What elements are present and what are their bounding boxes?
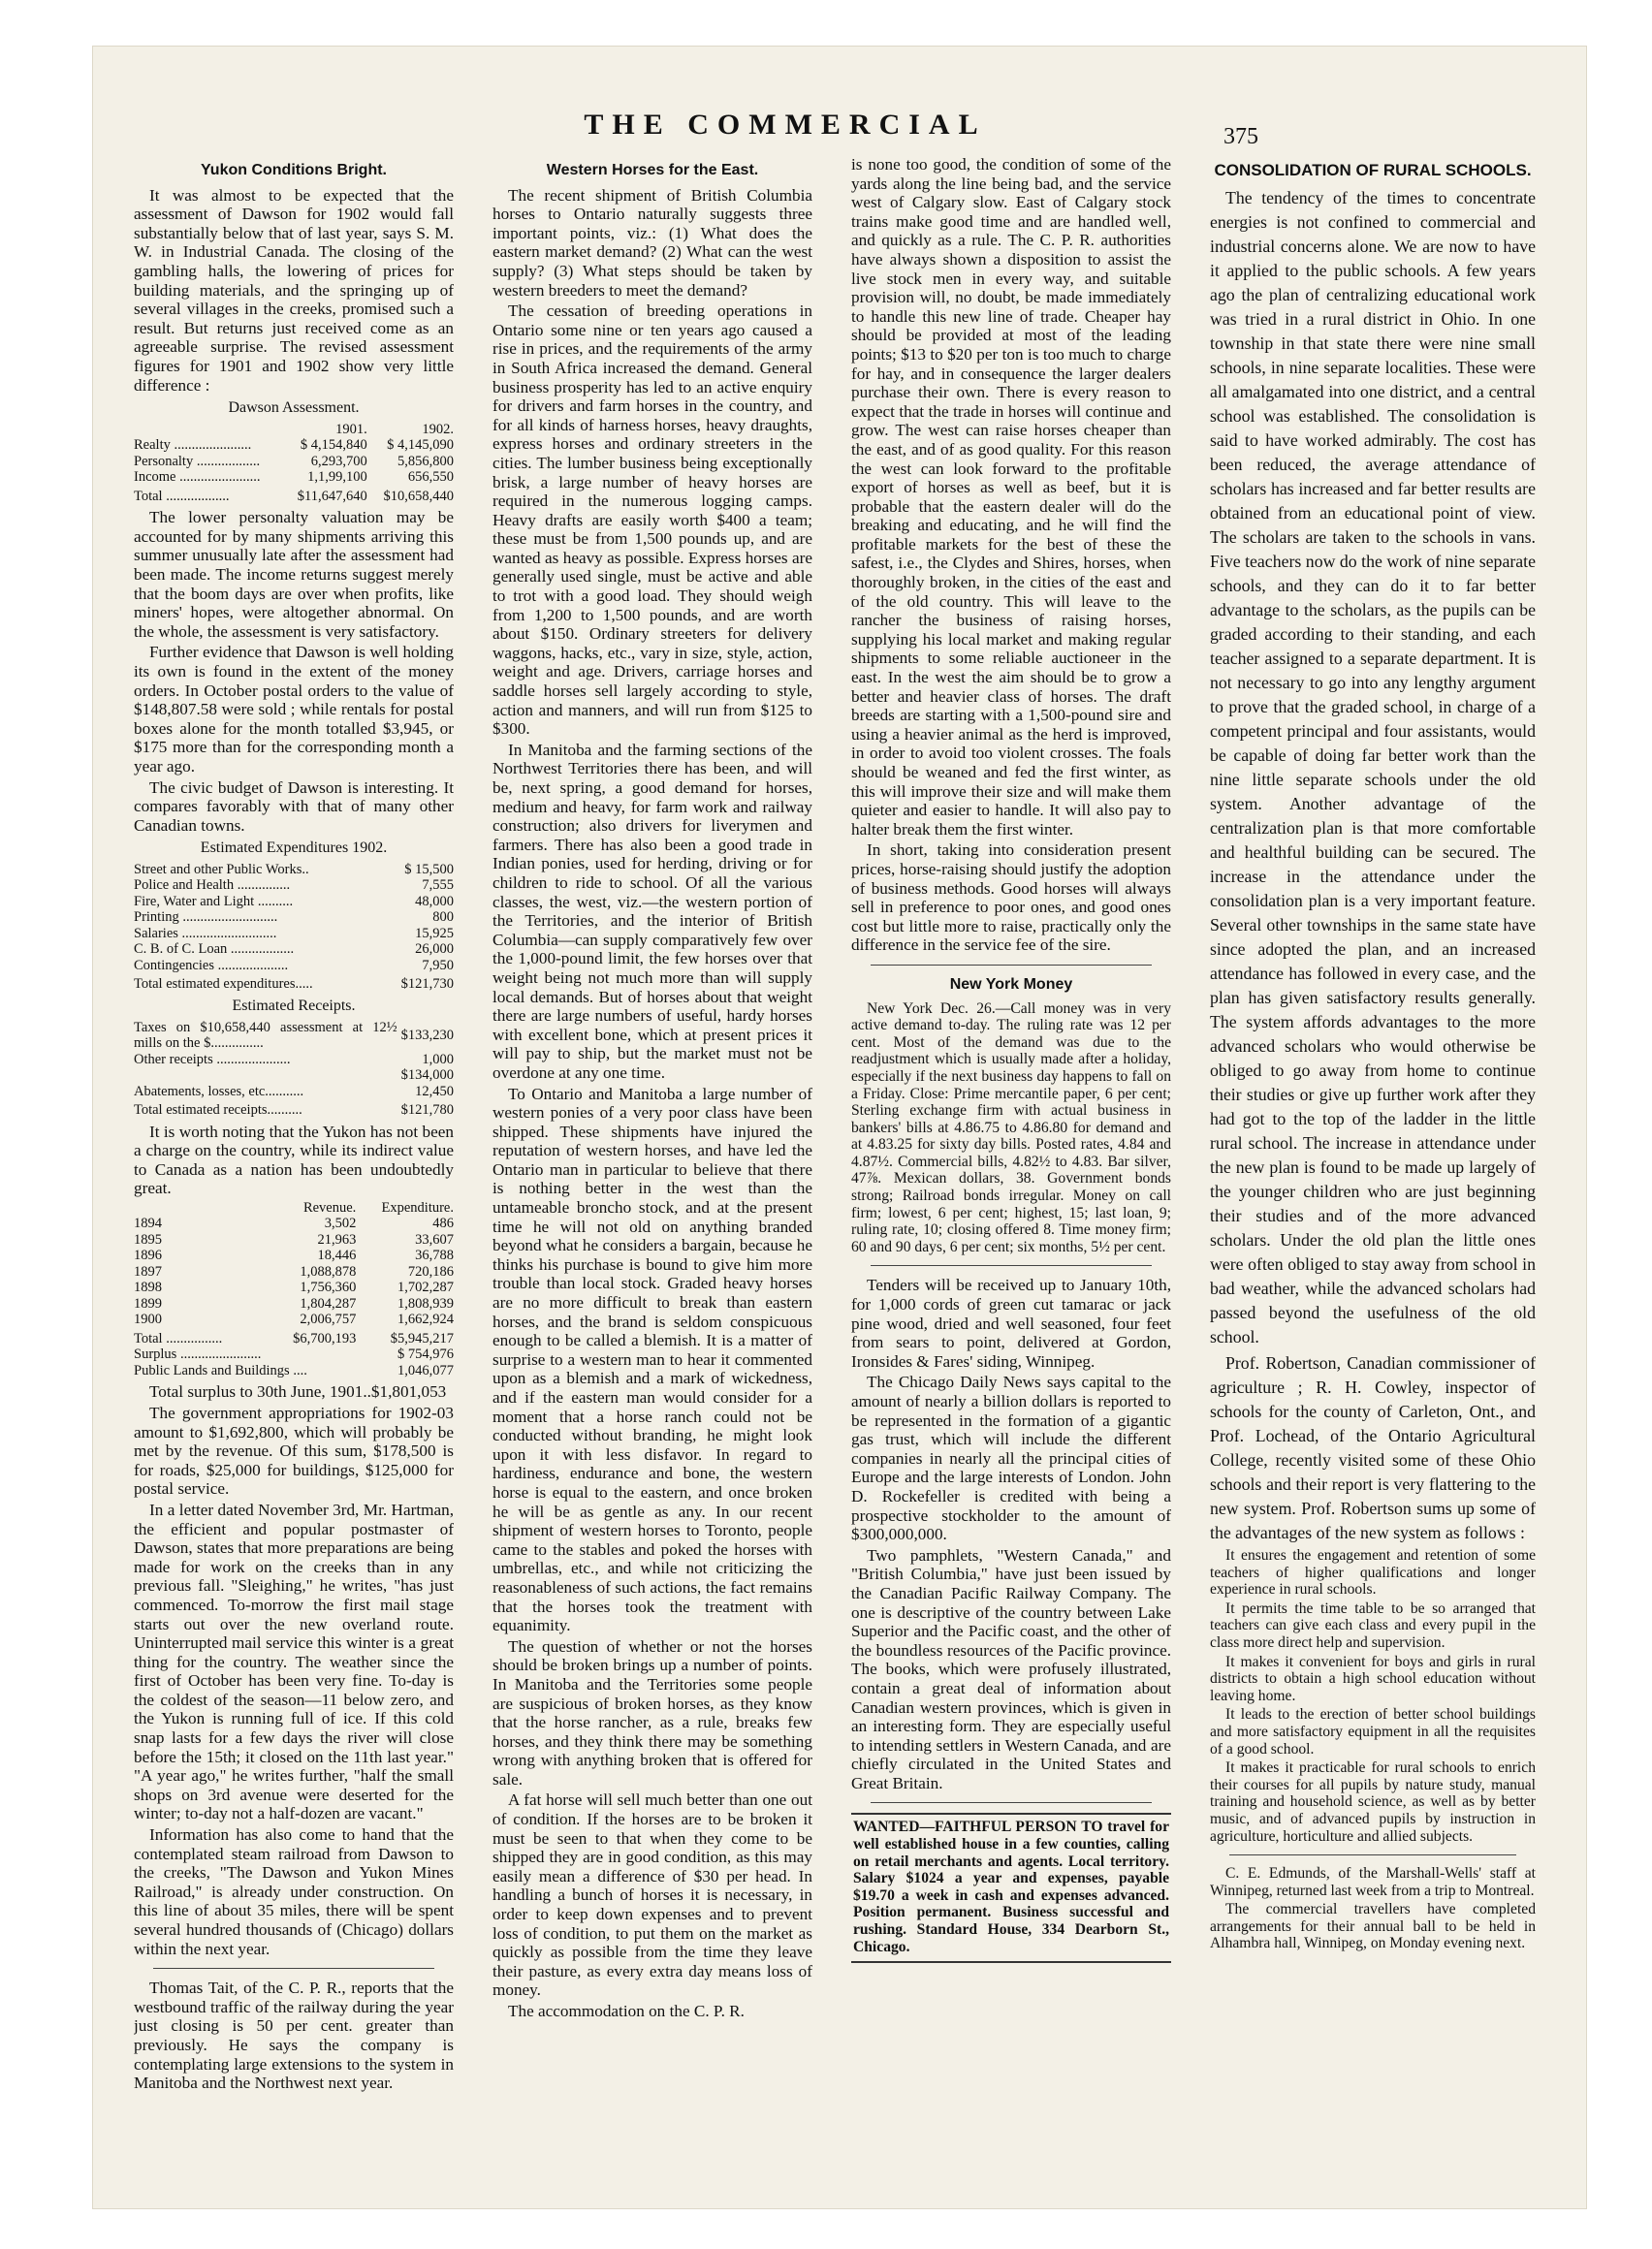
receipts-table — [134, 1020, 454, 1119]
table-cell: Total estimated receipts.......... — [134, 1102, 302, 1118]
personal-notes — [1210, 1865, 1536, 1952]
table-cell: 1,804,287 — [300, 1295, 357, 1312]
table-cell: 656,550 — [407, 469, 454, 486]
table-cell: 1,046,077 — [397, 1362, 454, 1378]
table-cell: Public Lands and Buildings .... — [134, 1362, 307, 1378]
paragraph: A fat horse will sell much better than one out of condition. If the horses are to be broken it must be seen to that when they come to be shipped they are in good condition, as this may easily mean a difference of $30 per head. In handling a bunch of horses it is necessary, in order to keep down expenses and to prevent loss of condition, to put them on the market as quickly as possible from the time they leave their pasture, as every extra day means loss of money. — [492, 1790, 812, 2000]
paragraph: Thomas Tait, of the C. P. R., reports that the westbound traffic of the railway during the year just closing is 50 per cent. greater than previously. He says the company is contemplating large extensions to the system in Manitoba and the Northwest next year. — [134, 1979, 454, 2093]
table-row — [134, 1264, 454, 1281]
table-cell: Taxes on $10,658,440 assessment at 12½ mills on the $............... — [134, 1019, 397, 1051]
table-cell: 18,446 — [317, 1248, 357, 1264]
paragraph: In a letter dated November 3rd, Mr. Hartman, the efficient and popular postmaster of Dawson, states that more preparations are being made for work on the creeks than in any previous fall. "Sleighing," he writes, "has just commenced. To-morrow the first mail stage starts out over the new overland route. Uninterrupted mail service this winter is a great thing for the country. The weather since the first of October has been very fine. To-day is the coldest of the season—11 below zero, and the Yukon is running full of ice. If this cold snap lasts for a few days the river will close before the 15th; it closed on the 11th last year." "A year ago," he writes further, "half the small shops on 3rd avenue were deserted for the winter; to-day not a half-dozen are vacant." — [134, 1500, 454, 1823]
divider — [871, 1802, 1152, 1803]
table-header: Revenue. — [302, 1199, 357, 1216]
table-row — [134, 1296, 454, 1313]
paragraph: In Manitoba and the farming sections of the Northwest Territories there has been, and will be, next spring, a good demand for horses, medium and heavy, for farm work and railway construction; also drivers for liverymen and farmers. There has also been a good trade in Indian ponies, used for herding, driving or for children to ride to school. Of all the various classes, the west, viz.—the western portion of the Territories, and the interior of British Columbia—can supply comparatively few over the 1,000-pound limit, the few horses over that weight being not much more than will supply local demands. But of horses about that weight there are large numbers of useful, hardy horses with excellent bone, which at present prices it will pay to ship, but the market must not be overdone at any one time. — [492, 740, 812, 1082]
table-cell: 6,293,700 — [310, 453, 367, 469]
table-header: 1902. — [422, 421, 454, 437]
table-cell: $ 4,154,840 — [300, 437, 367, 454]
table-cell: $10,658,440 — [383, 488, 454, 504]
paragraph: In short, taking into consideration present prices, horse-raising should justify the adoption of business methods. Good horses will always sell in preference to poor ones, and good ones cost but little more to raise, practically only the difference in the service fee of the sire. — [851, 840, 1171, 955]
table-cell: 720,186 — [407, 1263, 454, 1280]
divider — [871, 965, 1152, 966]
table-cell: 1897 — [134, 1263, 162, 1280]
table-row — [134, 1328, 454, 1347]
table-cell: Surplus ....................... — [134, 1346, 262, 1363]
table-cell: $134,000 — [400, 1067, 454, 1083]
paragraph: Prof. Robertson, Canadian commissioner of agriculture ; R. H. Cowley, inspector of schools for the county of Carleton, Ont., and Prof. Lochead, of the Ontario Agricultural College, recently visited some of these Ohio schools and their report is very flattering to the new system. Prof. Robertson sums up some of the advantages of the new system as follows : — [1210, 1353, 1536, 1542]
table-cell: 1900 — [134, 1312, 162, 1328]
column-1 — [134, 155, 454, 2142]
table-cell: $133,230 — [400, 1027, 454, 1043]
table-header: 1901. — [335, 421, 367, 437]
table-cell: Other receipts ..................... — [134, 1051, 291, 1067]
table-row — [134, 862, 454, 878]
paragraph: The commercial travellers have completed arrangements for their annual ball to be held in Alhambra hall, Winnipeg, on Monday evening next. — [1210, 1901, 1536, 1952]
article-headline: New York Money — [949, 975, 1073, 993]
table-cell: Realty ...................... — [134, 437, 252, 454]
table-cell: $6,700,193 — [293, 1330, 357, 1346]
table-row — [134, 941, 454, 958]
table-cell: 1898 — [134, 1280, 162, 1296]
table-cell: Contingencies .................... — [134, 957, 289, 973]
paragraph: It is worth noting that the Yukon has not been a charge on the country, while its indirect value to Canada as a nation has been undoubtedly great. — [134, 1122, 454, 1198]
table-cell: $ 15,500 — [404, 861, 454, 877]
table-row — [134, 454, 454, 470]
table-cell: 3,502 — [324, 1216, 357, 1232]
table-cell: Total .................. — [134, 488, 230, 504]
table-row — [134, 1363, 454, 1379]
paragraph: Information has also come to hand that the contemplated steam railroad from Dawson to the creeks, "The Dawson and Yukon Mines Railroad," is already under construction. On this line of about 35 miles, there will be spent several hundred thousands of (Chicago) dollars within the next year. — [134, 1825, 454, 1958]
paragraph: The recent shipment of British Columbia horses to Ontario naturally suggests three important points, viz.: (1) What does the eastern market demand? (2) What can the west supply? (3) What steps should be taken by western breeders to meet the demand? — [492, 185, 812, 300]
table-cell: 2,006,757 — [300, 1312, 357, 1328]
table-cell: 21,963 — [317, 1231, 357, 1248]
table-cell: Income ....................... — [134, 469, 261, 486]
table-row — [134, 909, 454, 926]
table-cell: C. B. of C. Loan .................. — [134, 941, 295, 958]
table-cell: $121,730 — [400, 976, 454, 993]
paragraph: WANTED—FAITHFUL PERSON TO travel for well established house in a few counties, calling on retail merchants and agents. Local territory. Salary $1024 a year and expenses, payable $19.70 a week in cash and expenses advanced. Position permanent. Business successful and rushing. Standard House, 334 Dearborn St., Chicago. — [853, 1819, 1169, 1955]
table-cell: 1,1,99,100 — [307, 469, 367, 486]
column-4 — [1210, 155, 1536, 2142]
table-cell: Fire, Water and Light .......... — [134, 893, 294, 909]
table-cell: 7,950 — [422, 957, 454, 973]
list-item: It makes it practicable for rural schools to enrich their courses for all pupils by nature study, manual training and household science, as well as by better music, and of advanced pupils by instruction in agriculture, horticulture and allied subjects. — [1210, 1759, 1536, 1845]
paragraph: is none too good, the condition of some of the yards along the line being bad, and the service west of Calgary slow. East of Calgary stock trains make good time and are handled well, and quickly as a rule. The C. P. R. authorities have always shown a disposition to assist the live stock men in every way, and suitable provision will, no doubt, be made immediately to handle this new line of trade. Cheaper hay should be provided at most of the leading points; $13 to $20 per ton is too much to charge for hay, and in consequence the larger dealers purchase their own. There is every reason to expect that the trade in horses will continue and grow. The west can raise horses cheaper than the east, and of as good quality. For this reason the west can look forward to the profitable export of horses as well as beef, but it is probable that the eastern dealer will do the breaking and educating, and he will find the profitable markets for the best of these the safest, i.e., the Clydes and Shires, horses, when thoroughly broken, in the cities of the east and of the old country. This will leave to the rancher the business of raising horses, supplying his local market and making regular shipments to some reliable auctioneer in the east. In the west the aim should be to grow a better and heavier class of horses. The draft breeds are starting with a 1,500-pound sire and using a heavier animal as the herd is improved, in order to avoid too violent crosses. The foals should be weaned and fed the first winter, as this will improve their size and will make them quieter and easier to handle. It will also pay to halter break them the first winter. — [851, 155, 1171, 839]
table-cell: Printing ........................... — [134, 909, 278, 926]
table-cell: $ 754,976 — [397, 1346, 454, 1363]
table-cell: 1,088,878 — [300, 1263, 357, 1280]
divider — [1229, 1854, 1516, 1855]
table-title: Estimated Receipts. — [232, 997, 356, 1014]
paragraph: To Ontario and Manitoba a large number of western ponies of a very poor class have been shipped. These shipments have injured the reputation of western horses, and have led the Ontario man in particular to believe that there is nothing better in the west than the untameable broncho stock, and at the present time he will not old on anything branded beyond what he considers a bargain, because he thinks his purchase is bound to give him more trouble than local stock. Graded heavy horses are no more difficult to break than eastern horses, and the brand is seldom conspicuous enough to be called a blemish. It is a matter of surprise to a western man to hear it commented upon as a blemish and a mark of wickedness, and if the eastern man would consider for a moment that a horse ranch could not be conducted without branding, he might look upon it with less disfavor. In regard to hardiness, endurance and bone, the western horse is equal to the eastern, and once broken he will be as gentle as any. In our recent shipment of western horses to Toronto, people came to the stables and poked the horses with umbrellas, etc., and while not criticizing the reasonableness of such actions, the fact remains that the horses took the treatment with equanimity. — [492, 1084, 812, 1635]
money-report — [851, 1000, 1171, 1256]
table-cell: 1896 — [134, 1248, 162, 1264]
paragraph: It was almost to be expected that the assessment of Dawson for 1902 would fall substantially below that of last year, says S. M. W. in Industrial Canada. The closing of the gambling halls, the lowering of prices for building materials, and the springing up of several villages in the creeks, promised such a result. But returns just received come as an agreeable surprise. The revised assessment figures for 1901 and 1902 show very little difference : — [134, 185, 454, 395]
table-cell: Abatements, losses, etc........... — [134, 1083, 304, 1099]
table-row — [134, 1346, 454, 1363]
table-cell: 36,788 — [415, 1248, 454, 1264]
article-headline: CONSOLIDATION OF RURAL SCHOOLS. — [1214, 161, 1532, 179]
paragraph: Further evidence that Dawson is well holding its own is found in the extent of the money orders. In October postal orders to the value of $148,807.58 were sold ; while rentals for postal boxes alone for the month totalled $3,945, or $175 more than for the corresponding month a year ago. — [134, 643, 454, 776]
list-item: It permits the time table to be so arranged that teachers can give each class and every pupil in the class more direct help and supervision. — [1210, 1600, 1536, 1651]
table-row — [134, 1312, 454, 1328]
revenue-table — [134, 1200, 454, 1379]
table-title: Estimated Expenditures 1902. — [200, 839, 388, 857]
article-headline: Western Horses for the East. — [546, 162, 759, 178]
table-title: Dawson Assessment. — [228, 399, 360, 417]
table-cell — [134, 1067, 397, 1084]
paragraph: The question of whether or not the horses should be broken brings up a number of points. In Manitoba and the Territories some people are suspicious of broken horses, as they know that the horse rancher, as a rule, breaks few horses, and they think there may be something wrong with anything broken that is offered for sale. — [492, 1636, 812, 1789]
table-cell: 48,000 — [415, 893, 454, 909]
paragraph: The tendency of the times to concentrate energies is not confined to commercial and industrial concerns alone. We are now to have it applied to the public schools. A few years ago the plan of centralizing educational work was tried in a rural district in Ohio. In one township in that state there were nine small schools, in nine separate localities. These were all amalgamated into one district, and a central school was established. The consolidation is said to have worked admirably. The cost has been reduced, the average attendance of scholars has increased and far better results are obtained from an educational point of view. The scholars are taken to the schools in vans. Five teachers now do the work of nine separate schools, and they can do it to far better advantage to the scholars, as the pupils can be graded according to their standing, and each teacher assigned to a separate department. It is not necessary to go into any lengthy argument to prove that the graded school, in charge of a competent principal and four assistants, would be capable of doing far better work than the nine little separate schools under the old system. Another advantage of the centralization plan is that more comfortable and healthful building can be secured. The increase in the attendance under the consolidation plan is a very important feature. Several other townships in the same state have since adopted the plan, and an increased attendance has followed in every case, and the plan has given satisfactory results generally. The system affords advantages to the more advanced scholars who would otherwise be obliged to go away from home to continue their studies or give up further work after they had got to the top of the ladder in the little rural school. The increase in attendance under the new plan is found to be made up largely of the younger children who are just beginning their studies and of the more advanced scholars. Under the old plan the little ones were often obliged to stay away from school in bad weather, while the advanced scholars had passed beyond the usefulness of the old school. — [1210, 188, 1536, 1346]
table-row — [134, 1067, 454, 1084]
divider — [153, 1968, 434, 1969]
table-cell: Police and Health ............... — [134, 877, 291, 894]
table-header: Expenditure. — [381, 1199, 454, 1216]
table-cell: $121,780 — [400, 1102, 454, 1118]
table-cell: 12,450 — [415, 1083, 454, 1099]
table-cell: 1,000 — [422, 1051, 454, 1067]
table-row — [134, 469, 454, 486]
list-item: It leads to the erection of better school buildings and more satisfactory equipment in all the requisites of a good school. — [1210, 1706, 1536, 1758]
column-3 — [851, 155, 1171, 2142]
table-row — [134, 958, 454, 974]
table-cell: 1,808,939 — [397, 1295, 454, 1312]
paragraph: The accommodation on the C. P. R. — [508, 2002, 745, 2020]
table-row — [134, 1052, 454, 1068]
table-cell: $ 4,145,090 — [387, 437, 454, 454]
table-cell: $5,945,217 — [390, 1330, 454, 1346]
table-cell: $11,647,640 — [297, 488, 367, 504]
table-cell: 486 — [432, 1216, 454, 1232]
paragraph: C. E. Edmunds, of the Marshall-Wells' staff at Winnipeg, returned last week from a trip to Montreal. — [1210, 1865, 1536, 1899]
table-cell: 1,756,360 — [300, 1280, 357, 1296]
table-cell: 800 — [432, 909, 454, 926]
table-cell: 5,856,800 — [397, 453, 454, 469]
table-row — [134, 486, 454, 505]
paragraph: The cessation of breeding operations in Ontario some nine or ten years ago caused a rise in prices, and the requirements of the army in South Africa increased the demand. General business prosperity has led to an active enquiry for drivers and farm horses in the country, and for all kinds of harness horses, heavy draughts, express horses and ordinary streeters in the cities. The lumber business being exceptionally brisk, a large number of heavy horses are required in the numerous logging camps. Heavy drafts are easily worth $400 a team; these must be from 1,500 pounds up, and are wanted as heavy as possible. Express horses are generally used single, must be active and able to trot with a good load. They should weigh from 1,200 to 1,500 pounds, and are worth about $150. Ordinary streeters for delivery waggons, hacks, etc., vary in size, style, action, weight and age. Drivers, carriage horses and saddle horses sell largely according to style, action and manners, and will run from $125 to $300. — [492, 301, 812, 739]
table-cell: 33,607 — [415, 1231, 454, 1248]
advantages-list — [1210, 1547, 1536, 1845]
table-row — [134, 437, 454, 454]
page-number: 375 — [1223, 124, 1258, 149]
table-row — [134, 973, 454, 993]
column-2 — [492, 155, 812, 2142]
table-row — [134, 1232, 454, 1249]
article-headline: Yukon Conditions Bright. — [201, 162, 387, 178]
table-row — [134, 1216, 454, 1232]
table-cell: 1,702,287 — [397, 1280, 454, 1296]
table-row — [134, 1020, 454, 1052]
table-cell: 1895 — [134, 1231, 162, 1248]
table-cell: Salaries ........................... — [134, 925, 277, 941]
table-cell: 26,000 — [415, 941, 454, 958]
table-cell: Total ................ — [134, 1330, 223, 1346]
table-row — [134, 1084, 454, 1100]
table-row — [134, 926, 454, 942]
table-row — [134, 1099, 454, 1119]
table-row — [134, 1280, 454, 1296]
paragraph: The civic budget of Dawson is interesting. It compares favorably with that of many other Canadian towns. — [134, 777, 454, 835]
table-row — [134, 894, 454, 910]
table-row — [134, 877, 454, 894]
paragraph: New York Dec. 26.—Call money was in very active demand to-day. The ruling rate was 12 per cent. Most of the demand was due to the readjustment which is usually made after a holiday, especially if the next business day happens to fall on a Friday. Close: Prime mercantile paper, 6 per cent; Sterling exchange firm with actual business in bankers' bills at 4.86.75 to 4.86.80 for demand and at 4.83.25 for sixty day bills. Posted rates, 4.84 and 4.87½. Commercial bills, 4.82½ to 4.83. Bar silver, 47⅞. Mexican dollars, 38. Government bonds strong; Railroad bonds irregular. Money on call firm; lowest, 6 per cent; highest, 15; last loan, 9; ruling rate, 10; closing offered 8. Time money firm; 60 and 90 days, 6 per cent; six months, 5½ per cent. — [851, 999, 1171, 1255]
assessment-table — [134, 422, 454, 505]
classified-advert — [851, 1813, 1171, 1963]
paragraph: The Chicago Daily News says capital to the amount of nearly a billion dollars is reported to be represented in the formation of a gigantic gas trust, which will include the different companies in nearly all the principal cities of Europe and the large interests of London. John D. Rockefeller is credited with being a prospective stockholder to the amount of $300,000,000. — [851, 1373, 1171, 1544]
paragraph: The lower personalty valuation may be accounted for by many shipments arriving this summer unusually late after the assessment had been made. The income returns suggest merely that the boom days are over when profits, like miners' hopes, were altogether abnormal. On the whole, the assessment is very satisfactory. — [134, 508, 454, 641]
paragraph: Total surplus to 30th June, 1901..$1,801,053 — [149, 1382, 447, 1402]
paragraph: Two pamphlets, "Western Canada," and "British Columbia," have just been issued by the Canadian Pacific Railway Company. The one is descriptive of the country between Lake Superior and the Pacific coast, and the other of the boundless resources of the Pacific province. The books, which were profusely illustrated, contain a great deal of information about Canadian western provinces, which is given in an interesting form. They are especially useful to intending settlers in Western Canada, and are chiefly circulated in the United States and Great Britain. — [851, 1545, 1171, 1792]
table-row — [134, 1248, 454, 1264]
table-cell: 15,925 — [415, 925, 454, 941]
list-item: It makes it convenient for boys and girls in rural districts to obtain a high school education without leaving home. — [1210, 1653, 1536, 1704]
paragraph: The government appropriations for 1902-03 amount to $1,692,800, which will probably be met by the revenue. Of this sum, $178,500 is for roads, $25,000 for buildings, $125,000 for postal service. — [134, 1403, 454, 1499]
paragraph: Tenders will be received up to January 10th, for 1,000 cords of green cut tamarac or jack pine wood, dried and well seasoned, four feet from sears to point, delivered at Gordon, Ironsides & Fares' siding, Winnipeg. — [851, 1276, 1171, 1371]
divider — [871, 1265, 1152, 1266]
table-cell: 1899 — [134, 1295, 162, 1312]
running-header: THE COMMERCIAL — [584, 109, 987, 141]
table-cell: 1894 — [134, 1216, 162, 1232]
table-cell: 1,662,924 — [397, 1312, 454, 1328]
list-item: It ensures the engagement and retention of some teachers of higher qualifications and longer experience in rural schools. — [1210, 1547, 1536, 1599]
table-cell: 7,555 — [422, 877, 454, 894]
table-cell: Total estimated expenditures..... — [134, 976, 313, 993]
expenditures-table — [134, 862, 454, 993]
table-cell: Personalty .................. — [134, 453, 261, 469]
table-cell: Street and other Public Works.. — [134, 861, 309, 877]
